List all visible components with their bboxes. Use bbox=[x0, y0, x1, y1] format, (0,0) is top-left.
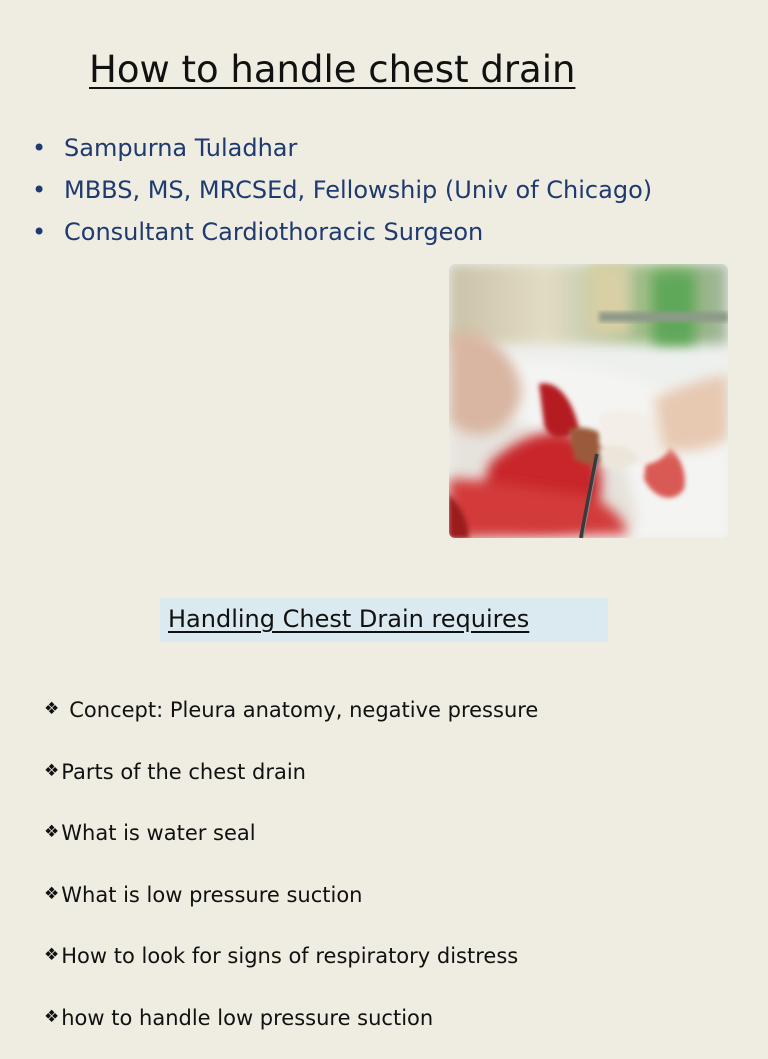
topic-list bbox=[44, 690, 538, 1059]
bullet-icon: • bbox=[32, 170, 46, 210]
topic-label: What is water seal bbox=[61, 821, 255, 845]
author-item bbox=[32, 128, 652, 170]
diamond-bullet-icon: ❖ bbox=[44, 813, 59, 851]
topic-label: How to look for signs of respiratory distress bbox=[61, 944, 518, 968]
diamond-bullet-icon: ❖ bbox=[44, 690, 59, 728]
topic-label: Parts of the chest drain bbox=[61, 760, 306, 784]
requires-heading-box bbox=[160, 598, 608, 642]
slide-title: How to handle chest drain bbox=[89, 48, 575, 91]
topic-item bbox=[44, 998, 538, 1059]
author-list bbox=[32, 128, 652, 254]
diamond-bullet-icon: ❖ bbox=[44, 752, 59, 790]
bullet-icon: • bbox=[32, 212, 46, 252]
author-name: Sampurna Tuladhar bbox=[64, 134, 297, 162]
topic-label: Concept: Pleura anatomy, negative pressure bbox=[69, 698, 538, 722]
bullet-icon: • bbox=[32, 128, 46, 168]
author-item bbox=[32, 212, 652, 254]
topic-item bbox=[44, 936, 538, 998]
topic-item bbox=[44, 813, 538, 875]
diamond-bullet-icon: ❖ bbox=[44, 936, 59, 974]
author-item bbox=[32, 170, 652, 212]
chest-drain-photo bbox=[449, 264, 728, 538]
requires-heading: Handling Chest Drain requires bbox=[168, 605, 529, 633]
topic-item bbox=[44, 752, 538, 814]
author-position: Consultant Cardiothoracic Surgeon bbox=[64, 218, 483, 246]
topic-item bbox=[44, 690, 538, 752]
topic-label: how to handle low pressure suction bbox=[61, 1006, 433, 1030]
topic-label: What is low pressure suction bbox=[61, 883, 362, 907]
diamond-bullet-icon: ❖ bbox=[44, 998, 59, 1036]
topic-item bbox=[44, 875, 538, 937]
author-degrees: MBBS, MS, MRCSEd, Fellowship (Univ of Chicago) bbox=[64, 176, 652, 204]
diamond-bullet-icon: ❖ bbox=[44, 875, 59, 913]
